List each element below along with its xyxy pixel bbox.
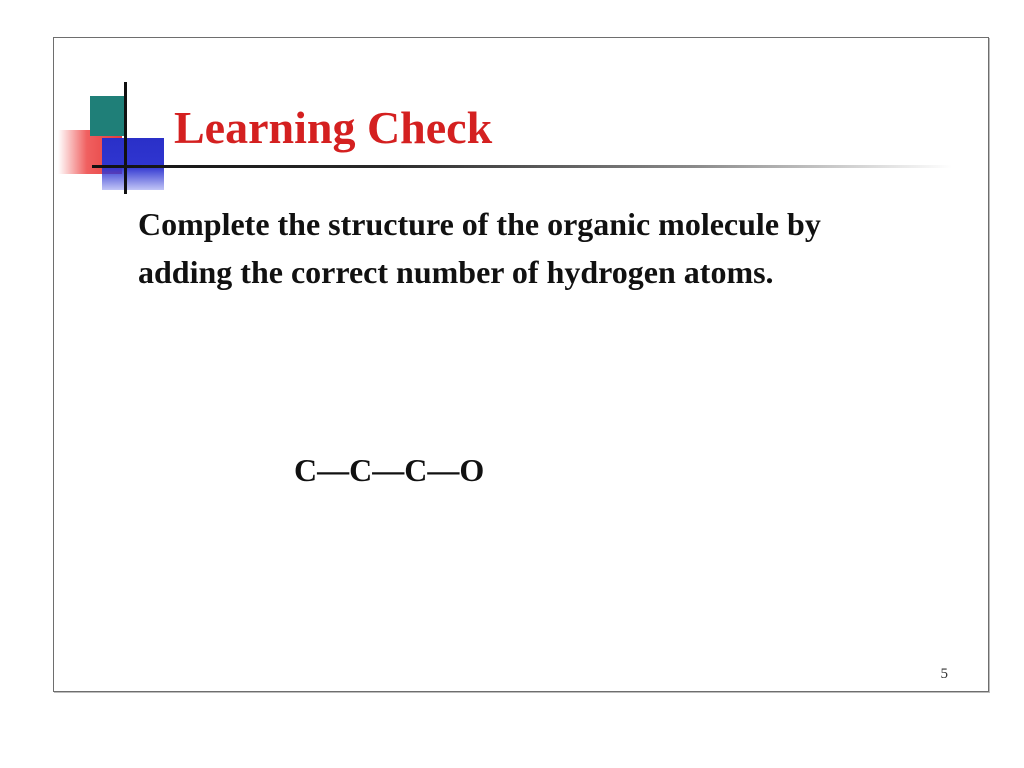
- teal-square-decoration: [90, 96, 124, 136]
- molecule-structure: C—C—C—O: [294, 452, 485, 488]
- vertical-rule: [124, 82, 127, 194]
- title-underline: [92, 165, 952, 168]
- slide-page-number: 5: [940, 666, 948, 682]
- slide: [53, 37, 989, 692]
- slide-title: Learning Check: [174, 102, 493, 153]
- blue-square-decoration: [102, 138, 164, 190]
- slide-body-text: Complete the structure of the organic molecule by adding the correct number of hydrogen atoms.: [138, 206, 821, 290]
